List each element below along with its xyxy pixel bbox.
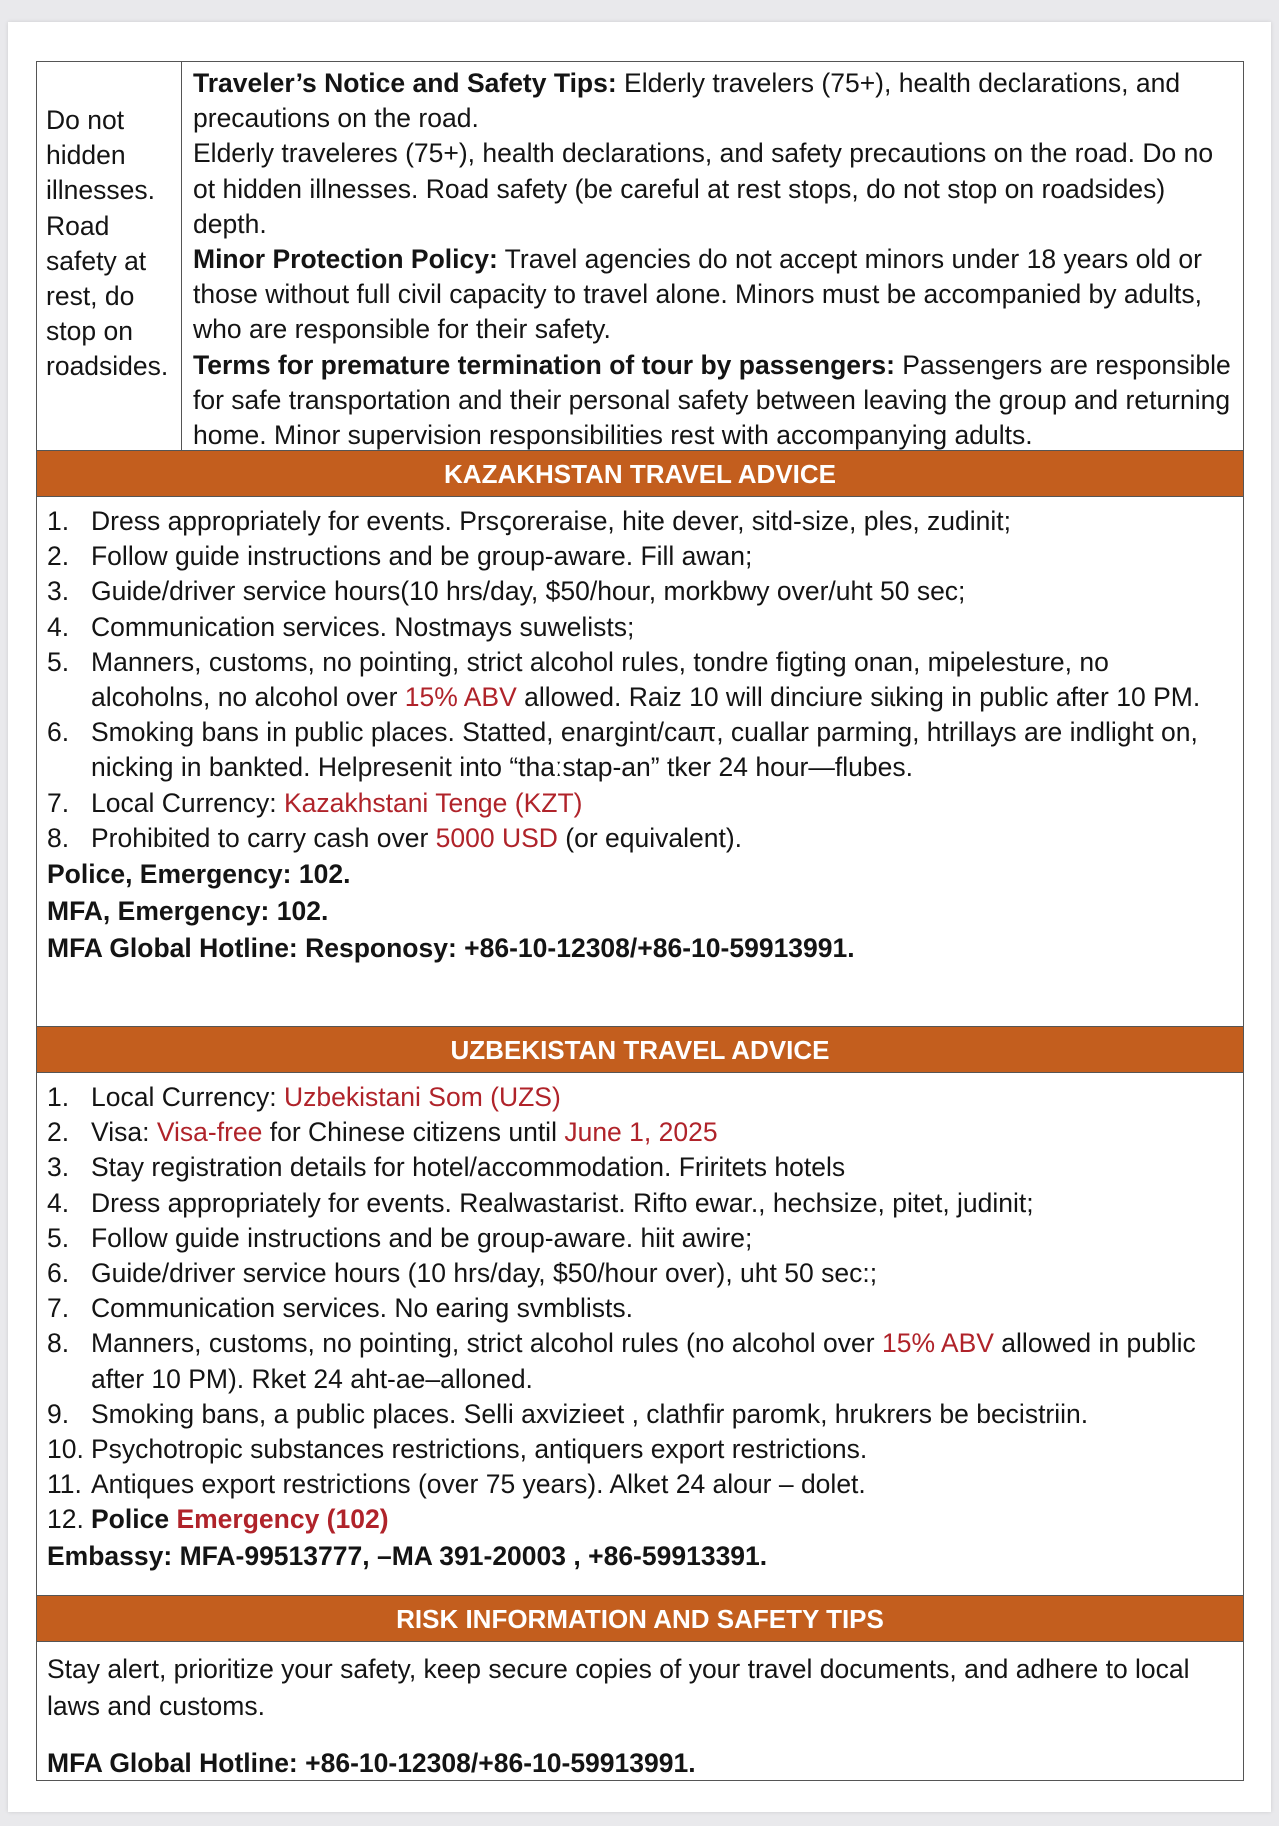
side-note-cell — [37, 62, 182, 450]
item-text — [91, 1326, 1233, 1396]
item-number: 2. — [47, 541, 70, 572]
side-note-line: roadsides. — [46, 351, 169, 382]
highlight-text: Kazakhstani Tenge (KZT) — [283, 787, 583, 818]
item-text-part: (or equivalent). — [557, 822, 743, 853]
item-text: Smoking bans, a public places. Selli axvizieet , clathfir paromk, hrukrers be becistriin. — [91, 1398, 1089, 1429]
list-item — [47, 539, 1233, 574]
item-text: Smoking bans in public places. Statted, enargint/caɩπ, cuallar parming, htrillays are indlight on, nicking in bankted. Helpresenit into “thaːstap-an” tker 24 hour—flubes. — [91, 717, 1198, 783]
item-number: 8. — [47, 1328, 70, 1359]
list-item — [47, 645, 1233, 715]
minor-protection-policy — [193, 242, 1241, 348]
notice-row — [37, 62, 1243, 451]
item-number: 12. — [47, 1504, 84, 1535]
item-number: 8. — [47, 822, 70, 853]
item-text: Communication services. No earing svmblists. — [91, 1293, 633, 1324]
police-emergency-line: Police, Emergency: 102. — [47, 859, 351, 890]
item-text-part: Visa: — [91, 1117, 157, 1148]
advice-table — [36, 61, 1244, 1781]
item-text — [91, 786, 1233, 821]
item-number: 7. — [47, 787, 70, 818]
list-item — [47, 1186, 1233, 1221]
item-text: Guide/driver service hours(10 hrs/day, $50/hour, morkbwy over/uht 50 sec; — [91, 576, 966, 607]
side-note-line: hidden — [46, 140, 126, 171]
list-item — [47, 504, 1233, 539]
risk-heading: RISK INFORMATION AND SAFETY TIPS — [37, 1596, 1243, 1642]
highlight-text: June 1, 2025 — [564, 1117, 718, 1148]
risk-section — [37, 1642, 1243, 1826]
list-item — [47, 1256, 1233, 1291]
termination-terms-label: Terms for premature termination of tour by passengers: — [193, 349, 895, 380]
embassy-line: Embassy: MFA-99513777, –MA 391-20003 , +86-59913391. — [47, 1540, 768, 1571]
item-text — [91, 821, 1233, 856]
list-item — [47, 1502, 1233, 1537]
traveler-notice-label: Traveler’s Notice and Safety Tips: — [193, 68, 617, 98]
item-text: Guide/driver service hours (10 hrs/day, $50/hour over), uht 50 sec:; — [91, 1258, 878, 1289]
item-text-part: Prohibited to carry cash over — [91, 822, 436, 853]
side-note-line: safety at — [46, 245, 147, 276]
list-item — [47, 1115, 1233, 1150]
item-number: 9. — [47, 1398, 70, 1429]
item-text: Dress appropriately for events. Prsꞔoreraise, hite dever, sitd-size, ples, zudinit; — [91, 506, 1012, 536]
item-text: Stay registration details for hotel/accommodation. Friritets hotels — [91, 1152, 846, 1183]
list-item — [47, 1291, 1233, 1326]
minor-policy-text: Travel agencies do not accept minors under 18 years old or those without full civil capacity to travel alone. Minors must be accompanied by adults, who are responsible for their safety. — [193, 244, 1202, 345]
item-number: 6. — [47, 717, 70, 748]
mfa-hotline-line: MFA Global Hotline: +86-10-12308/+86-10-59913991. — [47, 1748, 696, 1778]
list-item — [47, 715, 1233, 785]
notice-cell — [182, 62, 1243, 450]
item-number: 4. — [47, 611, 70, 642]
termination-terms — [193, 348, 1241, 454]
item-text: Dress appropriately for events. Realwastarist. Rifto ewar., hechsize, pitet, judinit; — [91, 1187, 1034, 1218]
list-item — [47, 1397, 1233, 1432]
item-text — [91, 1115, 1233, 1150]
item-text — [91, 645, 1233, 715]
side-note-line: illnesses. — [46, 175, 155, 206]
risk-advice-text: Stay alert, prioritize your safety, keep secure copies of your travel documents, and adhere to local laws and customs. — [47, 1654, 1190, 1721]
item-number: 6. — [47, 1258, 70, 1289]
kazakhstan-heading: KAZAKHSTAN TRAVEL ADVICE — [37, 451, 1243, 497]
item-text-part: Local Currency: — [91, 787, 284, 818]
item-text: Psychotropic substances restrictions, antiquers export restrictions. — [91, 1434, 868, 1465]
item-text-part: Manners, customs, no pointing, strict alcohol rules, tondre figting onan, mipelesture, no alcoholns, no alcohol over — [91, 646, 1109, 713]
item-number: 2. — [47, 1117, 70, 1148]
highlight-text: 15% ABV — [404, 682, 517, 713]
list-item — [47, 821, 1233, 856]
item-text-part: allowed in public after 10 PM). Rket 24 aht-ae–alloned. — [91, 1328, 1196, 1394]
item-text-part: Manners, customs, no pointing, strict alcohol rules (no alcohol over — [91, 1328, 882, 1359]
side-note-line: Do not — [46, 105, 125, 135]
highlight-text: Emergency (102) — [176, 1504, 389, 1535]
list-item — [47, 610, 1233, 645]
item-text-part: for Chinese citizens until — [262, 1117, 565, 1148]
item-text: Communication services. Nostmays suwelists; — [91, 611, 635, 642]
uzbekistan-section — [37, 1073, 1243, 1596]
item-number: 5. — [47, 646, 70, 677]
list-item — [47, 1080, 1233, 1115]
list-item — [47, 1326, 1233, 1396]
item-number: 1. — [47, 506, 70, 536]
item-number: 3. — [47, 576, 70, 607]
side-note-line: rest, do — [46, 281, 135, 312]
item-number: 3. — [47, 1152, 70, 1183]
item-number: 11. — [47, 1469, 82, 1500]
list-item — [47, 574, 1233, 609]
highlight-text: 5000 USD — [435, 822, 558, 853]
item-number: 5. — [47, 1222, 70, 1253]
item-text: Antiques export restrictions (over 75 years). Alket 24 alour – dolet. — [91, 1469, 866, 1500]
item-number: 10. — [47, 1434, 84, 1465]
item-number: 4. — [47, 1187, 70, 1218]
list-item — [47, 1221, 1233, 1256]
mfa-emergency-line: MFA, Emergency: 102. — [47, 896, 329, 927]
item-text: Follow guide instructions and be group-aware. Fill awan; — [91, 541, 753, 572]
side-note-line: stop on — [46, 316, 133, 347]
list-item — [47, 786, 1233, 821]
traveler-notice-detail: Elderly traveleres (75+), health declarations, and safety precautions on the road. Do no ot hidden illnesses. Road safety (be careful at rest stops, do not stop on roadsides) depth. — [193, 138, 1214, 239]
side-note-line: Road — [46, 210, 110, 241]
item-text-bold: Police — [91, 1504, 177, 1535]
list-item — [47, 1432, 1233, 1467]
list-item — [47, 1467, 1233, 1502]
item-text — [91, 1502, 1233, 1537]
uzbekistan-heading: UZBEKISTAN TRAVEL ADVICE — [37, 1027, 1243, 1073]
list-item — [47, 1150, 1233, 1185]
kazakhstan-section — [37, 497, 1243, 1027]
termination-terms-text: Passengers are responsible for safe transportation and their personal safety between leaving the group and returning home. Minor supervision responsibilities rest with accompanying adults. — [193, 349, 1231, 451]
traveler-notice — [193, 66, 1241, 136]
item-number: 1. — [47, 1082, 70, 1112]
minor-policy-label: Minor Protection Policy: — [193, 244, 498, 275]
item-text — [91, 1080, 1233, 1115]
item-text: Follow guide instructions and be group-aware. hiit awire; — [91, 1222, 753, 1253]
item-text-part: allowed. Raiz 10 will dinciure siɩking in public after 10 PM. — [516, 682, 1201, 713]
document-page — [8, 22, 1271, 1812]
item-number: 7. — [47, 1293, 70, 1324]
traveler-notice-text: Elderly travelers (75+), health declarations, and precautions on the road. — [193, 68, 1181, 134]
highlight-text: Visa-free — [156, 1117, 263, 1148]
highlight-text: Uzbekistani Som (UZS) — [283, 1082, 561, 1112]
item-text-part: Local Currency: — [91, 1082, 284, 1112]
highlight-text: 15% ABV — [881, 1328, 994, 1359]
mfa-hotline-line: MFA Global Hotline: Responosy: +86-10-12308/+86-10-59913991. — [47, 933, 855, 964]
